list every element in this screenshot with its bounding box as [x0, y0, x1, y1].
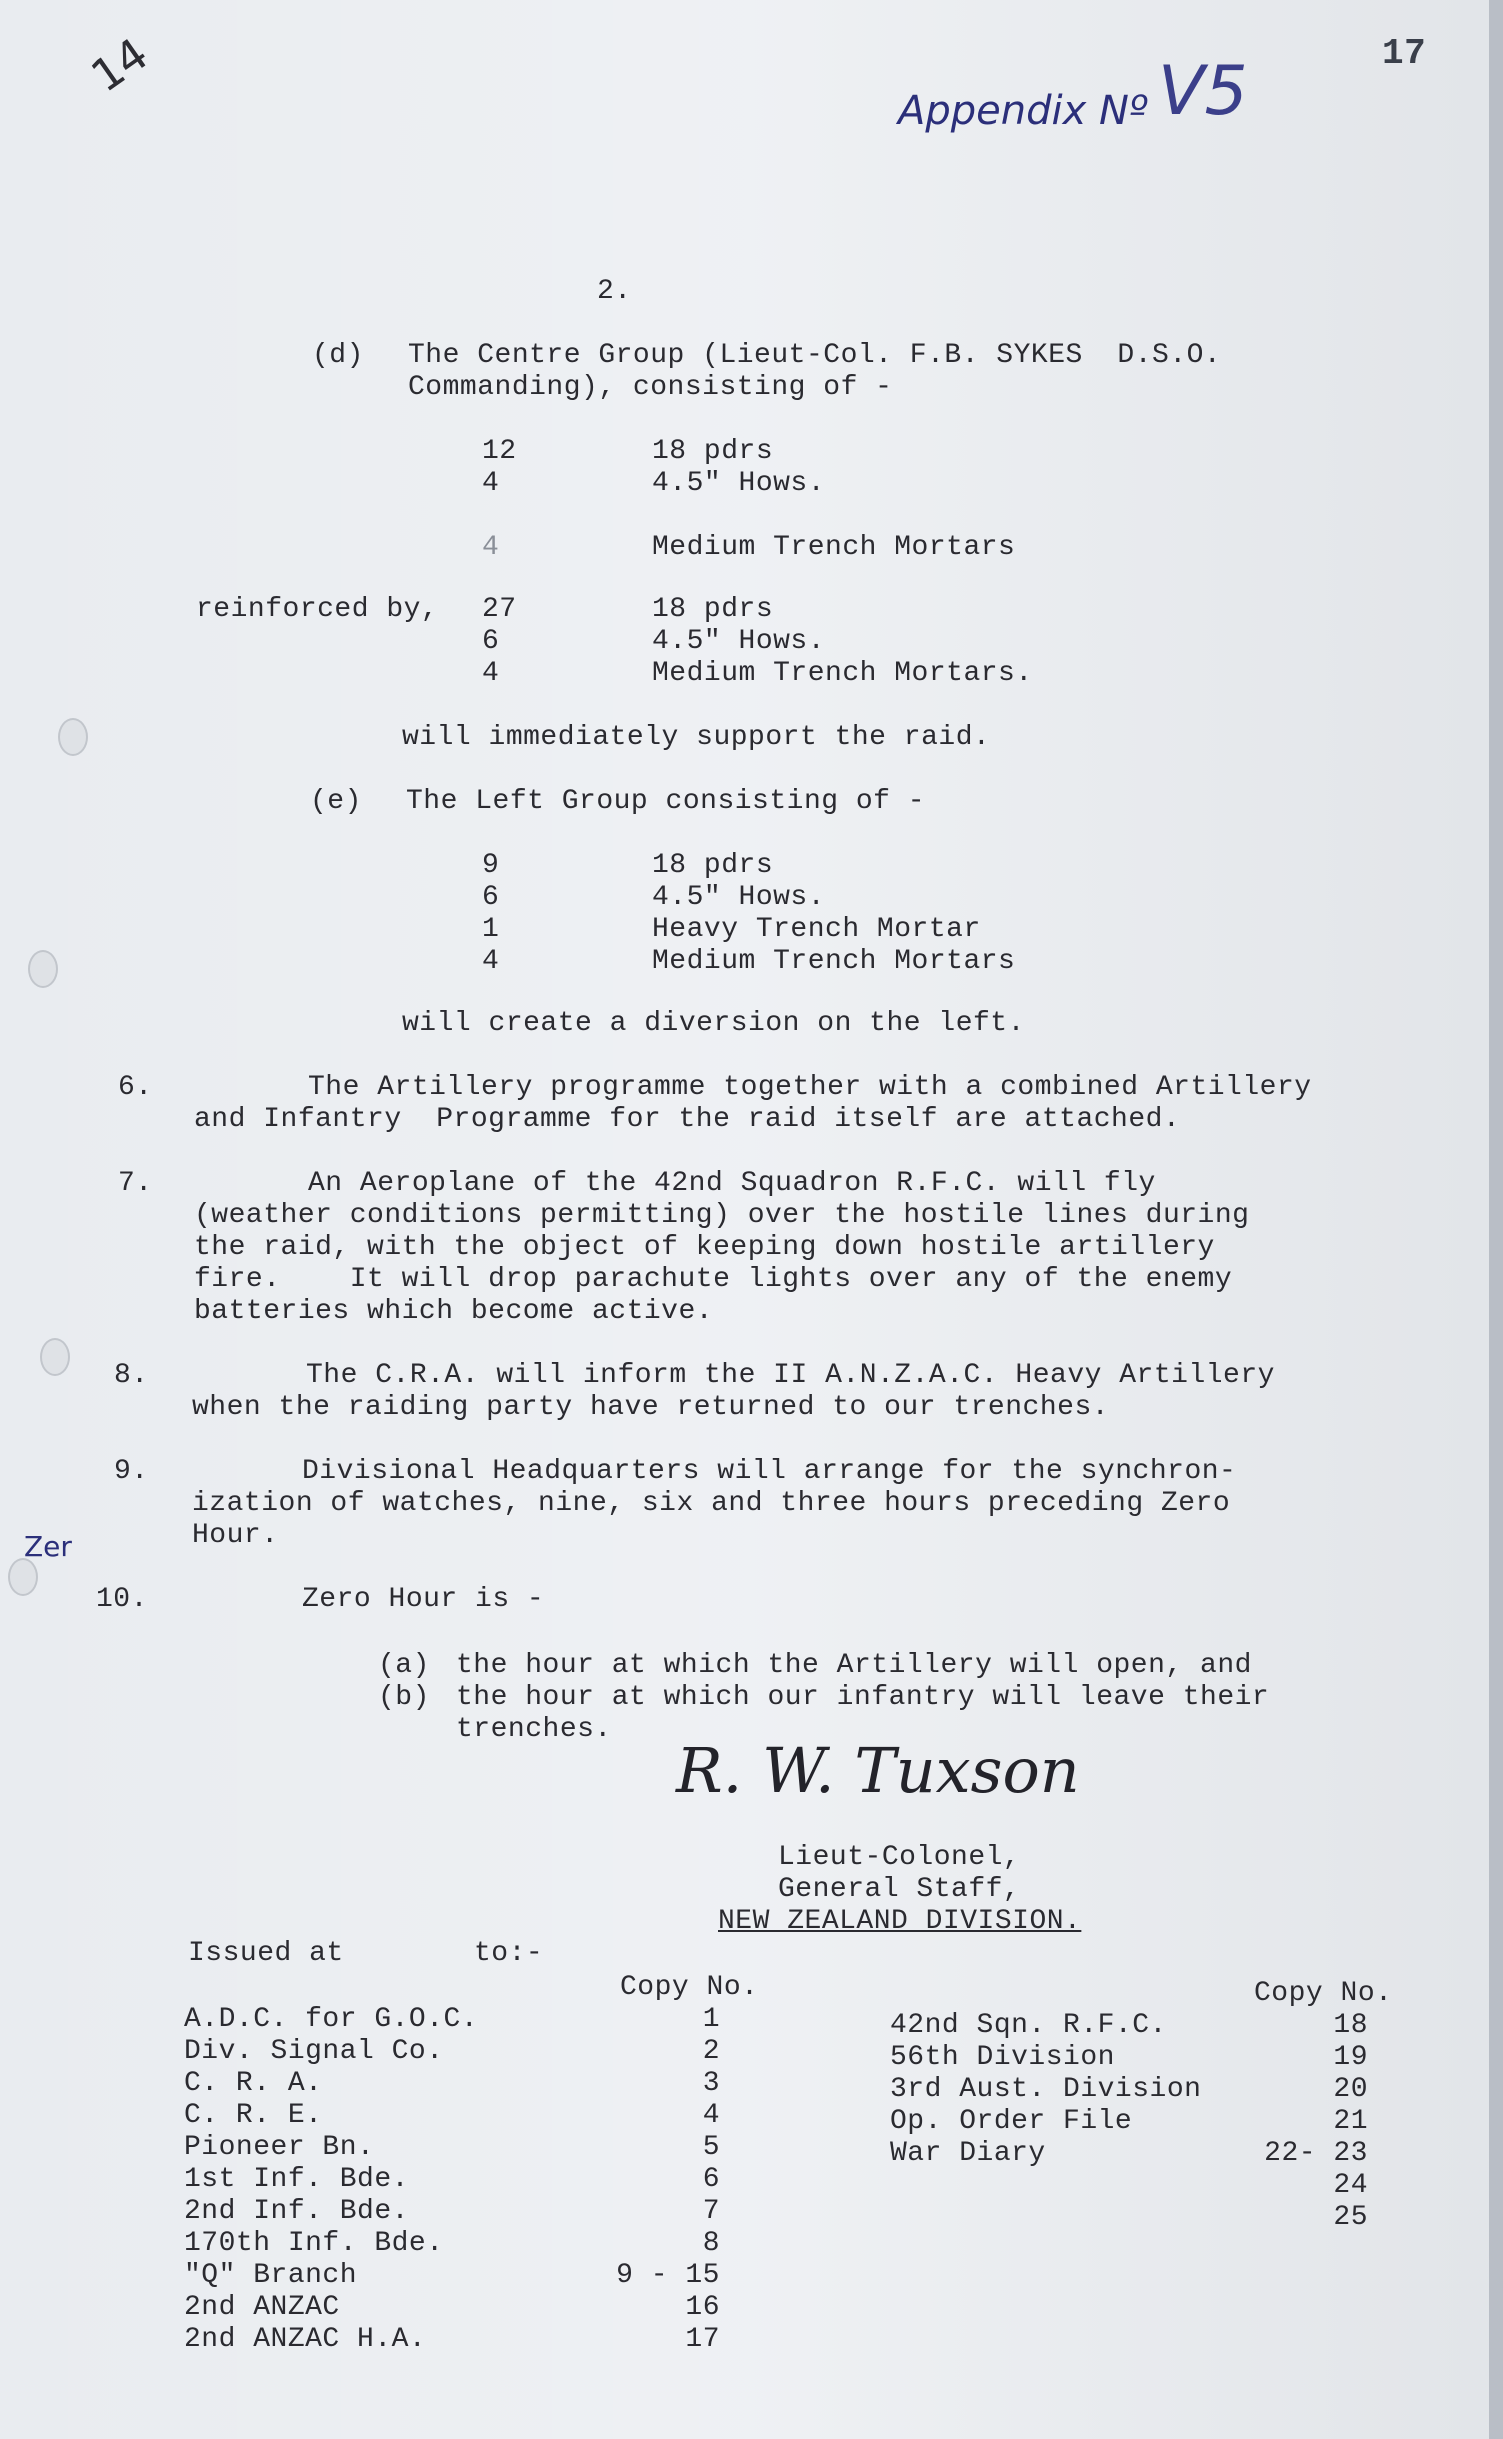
paragraph-line: An Aeroplane of the 42nd Squadron R.F.C. will fly	[308, 1168, 1156, 1199]
e-row-qty: 6	[482, 882, 500, 913]
d-row-item: Medium Trench Mortars	[652, 532, 1016, 563]
paragraph-line: Zero Hour is -	[302, 1584, 545, 1615]
distribution-copy-number: 7	[702, 2196, 720, 2227]
d-row-qty: 4	[482, 468, 500, 499]
signature-staff: General Staff,	[778, 1874, 1021, 1905]
distribution-copy-number: 9 - 15	[616, 2260, 720, 2291]
zero-hour-label: (a)	[378, 1650, 430, 1681]
issued-to-label: to:-	[474, 1938, 544, 1969]
punch-hole	[40, 1338, 70, 1376]
signature-rank: Lieut-Colonel,	[778, 1842, 1021, 1873]
reinforced-item: 4.5" Hows.	[652, 626, 826, 657]
paragraph-line: and Infantry Programme for the raid itself are attached.	[194, 1104, 1181, 1135]
distribution-recipient: C. R. E.	[184, 2100, 323, 2131]
signature-division: NEW ZEALAND DIVISION.	[718, 1906, 1082, 1937]
reinforced-item: Medium Trench Mortars.	[652, 658, 1033, 689]
paragraph-number: 6.	[118, 1072, 153, 1103]
distribution-copy-number: 8	[702, 2228, 720, 2259]
distribution-recipient: Op. Order File	[890, 2106, 1133, 2137]
distribution-copy-number: 16	[685, 2292, 720, 2323]
distribution-copy-number: 25	[1333, 2202, 1368, 2233]
d-row-qty: 4	[482, 532, 500, 563]
copy-header-right: Copy No.	[1254, 1978, 1393, 2009]
paragraph-number: 10.	[96, 1584, 148, 1615]
distribution-copy-number: 21	[1333, 2106, 1368, 2137]
distribution-recipient: Div. Signal Co.	[184, 2036, 444, 2067]
distribution-copy-number: 18	[1333, 2010, 1368, 2041]
distribution-recipient: 3rd Aust. Division	[890, 2074, 1202, 2105]
distribution-recipient: 2nd Inf. Bde.	[184, 2196, 409, 2227]
paragraph-line: Hour.	[192, 1520, 279, 1551]
page-number-right: 17	[1382, 33, 1427, 74]
distribution-copy-number: 1	[702, 2004, 720, 2035]
section-e-label: (e)	[310, 786, 362, 817]
distribution-copy-number: 3	[702, 2068, 720, 2099]
distribution-copy-number: 22- 23	[1264, 2138, 1368, 2169]
distribution-copy-number: 2	[702, 2036, 720, 2067]
distribution-recipient: 42nd Sqn. R.F.C.	[890, 2010, 1167, 2041]
paragraph-line: Divisional Headquarters will arrange for the synchron-	[302, 1456, 1237, 1487]
punch-hole	[28, 950, 58, 988]
section-d-line2: Commanding), consisting of -	[408, 372, 893, 403]
paragraph-line: (weather conditions permitting) over the hostile lines during	[194, 1200, 1250, 1231]
distribution-recipient: C. R. A.	[184, 2068, 323, 2099]
e-row-item: 18 pdrs	[652, 850, 774, 881]
section-d-closing: will immediately support the raid.	[402, 722, 991, 753]
distribution-copy-number: 24	[1333, 2170, 1368, 2201]
distribution-copy-number: 6	[702, 2164, 720, 2195]
zero-hour-text: the hour at which our infantry will leave their	[456, 1682, 1270, 1713]
paragraph-line: the raid, with the object of keeping down hostile artillery	[194, 1232, 1215, 1263]
margin-note: Zer	[24, 1530, 72, 1563]
reinforced-label: reinforced by,	[196, 594, 439, 625]
distribution-recipient: A.D.C. for G.O.C.	[184, 2004, 479, 2035]
paragraph-line: when the raiding party have returned to our trenches.	[192, 1392, 1110, 1423]
e-row-item: Medium Trench Mortars	[652, 946, 1016, 977]
distribution-copy-number: 17	[685, 2324, 720, 2355]
punch-hole	[8, 1558, 38, 1596]
zero-hour-text: the hour at which the Artillery will open, and	[456, 1650, 1252, 1681]
reinforced-qty: 27	[482, 594, 517, 625]
paragraph-line: The Artillery programme together with a combined Artillery	[308, 1072, 1312, 1103]
zero-hour-label: (b)	[378, 1682, 430, 1713]
reinforced-qty: 6	[482, 626, 500, 657]
paragraph-number: 9.	[114, 1456, 149, 1487]
appendix-label: Appendix Nº	[898, 88, 1148, 134]
reinforced-item: 18 pdrs	[652, 594, 774, 625]
distribution-recipient: Pioneer Bn.	[184, 2132, 375, 2163]
section-d-line1: The Centre Group (Lieut-Col. F.B. SYKES D.S.O.	[408, 340, 1222, 371]
e-row-item: Heavy Trench Mortar	[652, 914, 981, 945]
distribution-recipient: "Q" Branch	[184, 2260, 358, 2291]
distribution-recipient: 170th Inf. Bde.	[184, 2228, 444, 2259]
page-edge	[1489, 0, 1503, 2439]
distribution-copy-number: 4	[702, 2100, 720, 2131]
section-d-label: (d)	[312, 340, 364, 371]
copy-header-left: Copy No.	[620, 1972, 759, 2003]
issued-label: Issued at	[188, 1938, 344, 1969]
section-e-closing: will create a diversion on the left.	[402, 1008, 1025, 1039]
distribution-recipient: 56th Division	[890, 2042, 1115, 2073]
distribution-recipient: War Diary	[890, 2138, 1046, 2169]
paragraph-line: ization of watches, nine, six and three hours preceding Zero	[192, 1488, 1231, 1519]
d-row-qty: 12	[482, 436, 517, 467]
d-row-item: 18 pdrs	[652, 436, 774, 467]
page-number: 2.	[597, 276, 632, 307]
zero-hour-text: trenches.	[456, 1714, 612, 1745]
paragraph-line: The C.R.A. will inform the II A.N.Z.A.C. Heavy Artillery	[306, 1360, 1275, 1391]
reinforced-qty: 4	[482, 658, 500, 689]
distribution-copy-number: 5	[702, 2132, 720, 2163]
distribution-recipient: 1st Inf. Bde.	[184, 2164, 409, 2195]
distribution-copy-number: 19	[1333, 2042, 1368, 2073]
e-row-qty: 4	[482, 946, 500, 977]
paragraph-line: batteries which become active.	[194, 1296, 714, 1327]
distribution-copy-number: 20	[1333, 2074, 1368, 2105]
paragraph-number: 7.	[118, 1168, 153, 1199]
distribution-recipient: 2nd ANZAC	[184, 2292, 340, 2323]
paragraph-line: fire. It will drop parachute lights over any of the enemy	[194, 1264, 1233, 1295]
d-row-item: 4.5" Hows.	[652, 468, 826, 499]
e-row-item: 4.5" Hows.	[652, 882, 826, 913]
paragraph-number: 8.	[114, 1360, 149, 1391]
page-number-left: 14	[82, 28, 158, 103]
e-row-qty: 9	[482, 850, 500, 881]
signature: R. W. Tuxson	[676, 1734, 1080, 1807]
appendix-value: V5	[1158, 52, 1248, 131]
punch-hole	[58, 718, 88, 756]
distribution-recipient: 2nd ANZAC H.A.	[184, 2324, 427, 2355]
e-row-qty: 1	[482, 914, 500, 945]
section-e-line1: The Left Group consisting of -	[406, 786, 926, 817]
